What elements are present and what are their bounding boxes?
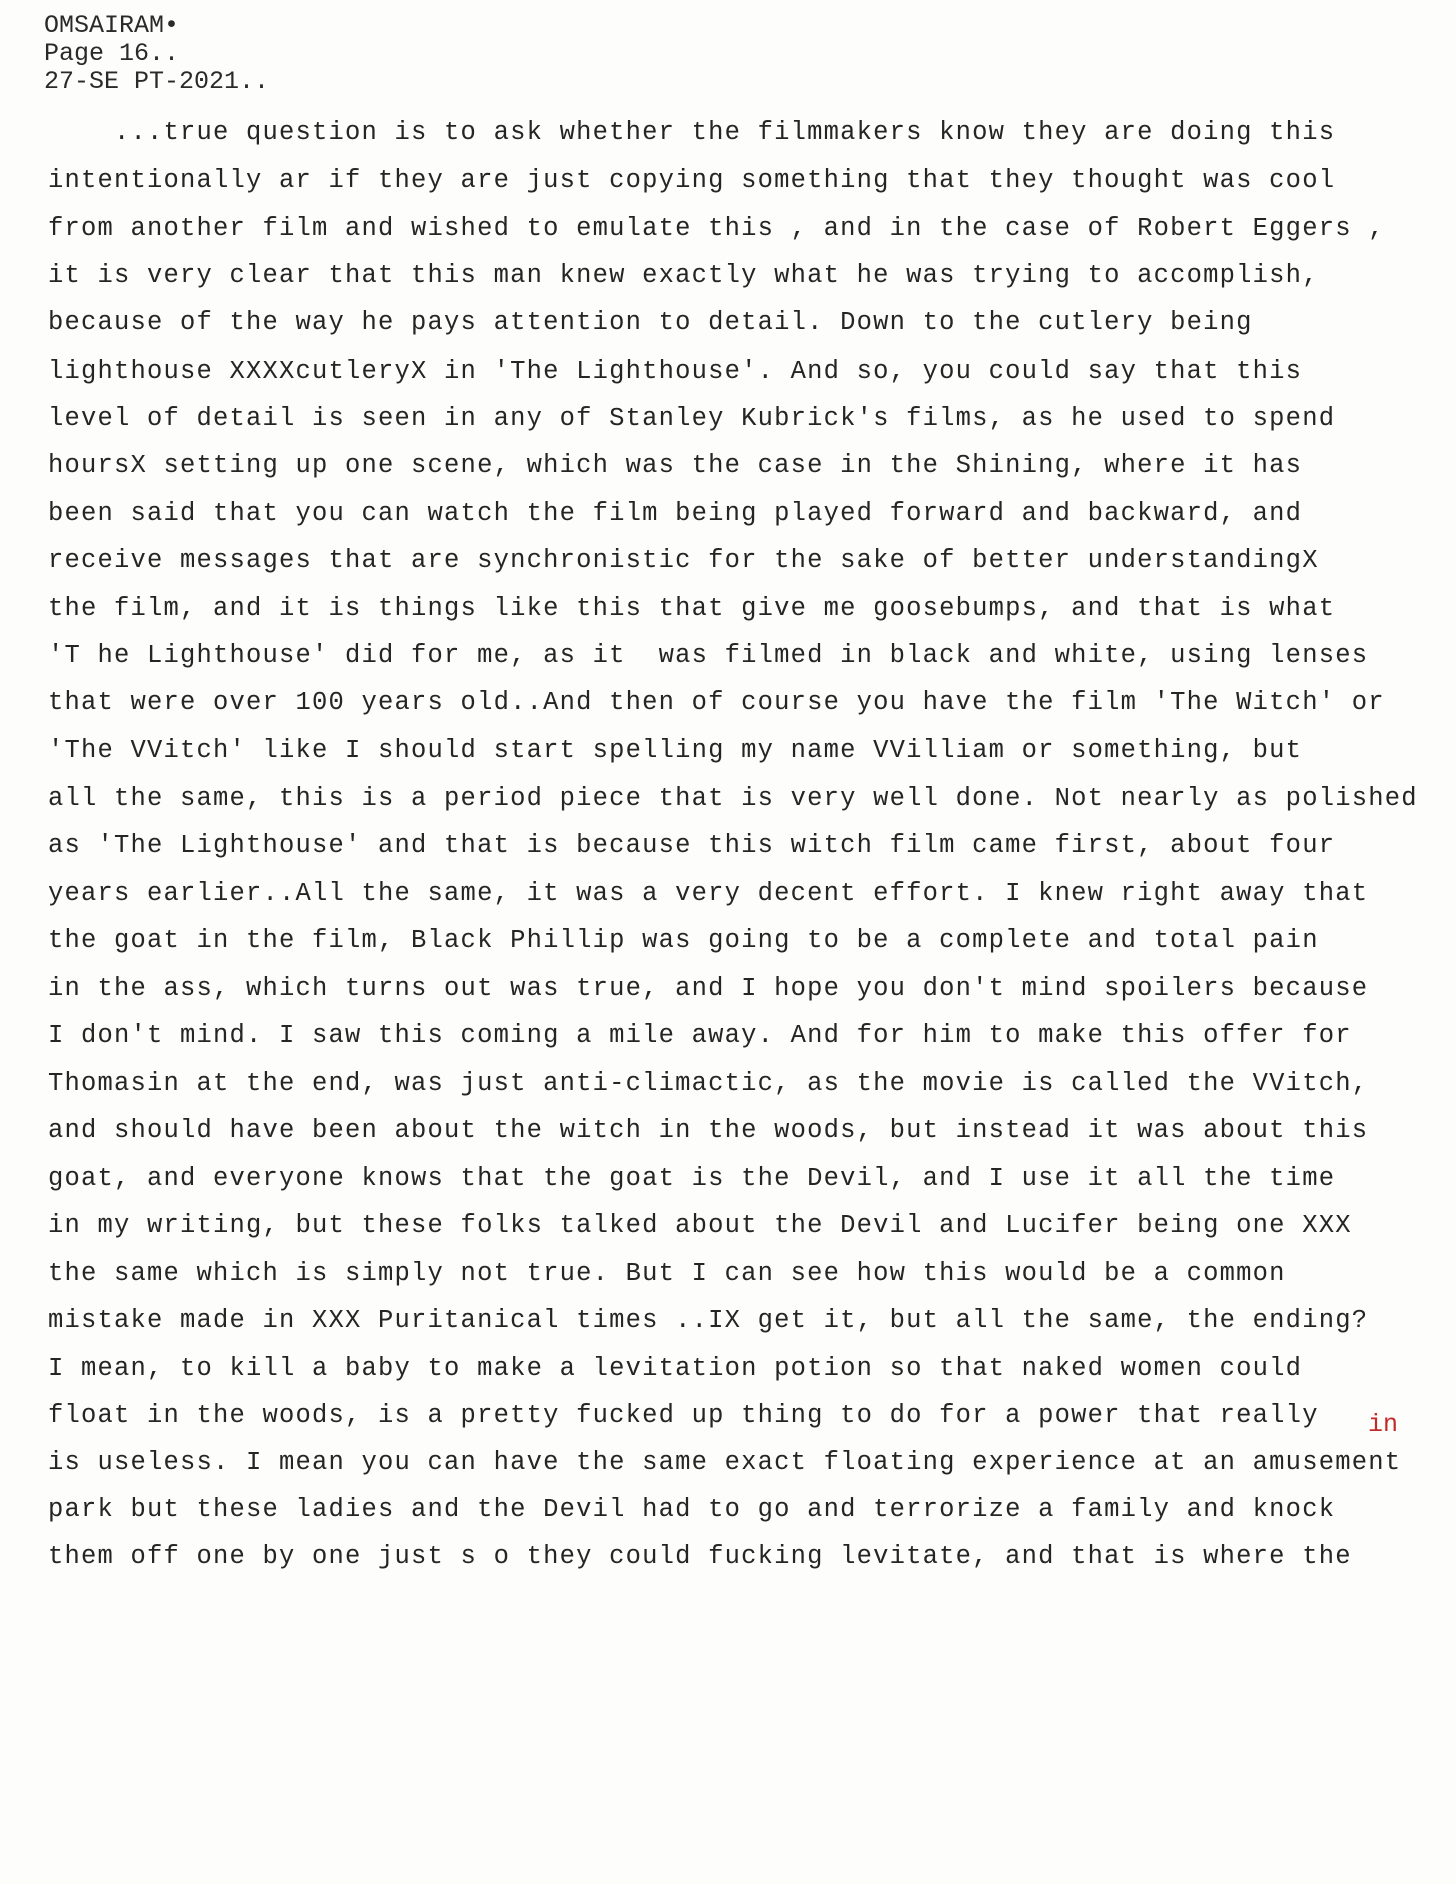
- header-title: OMSAIRAM•: [44, 11, 180, 40]
- text-line: 'The VVitch' like I should start spelling my name VVilliam or something, but: [48, 736, 1303, 765]
- header-date: 27-SE PT-2021..: [44, 67, 270, 96]
- text-line: mistake made in XXX Puritanical times ..IX get it, but all the same, the ending?: [48, 1306, 1369, 1335]
- page-header: [44, 12, 269, 96]
- handwritten-correction: in: [1368, 1410, 1399, 1439]
- text-line: park but these ladies and the Devil had to go and terrorize a family and knock: [48, 1495, 1336, 1524]
- text-line: goat, and everyone knows that the goat is the Devil, and I use it all the time: [48, 1164, 1336, 1193]
- text-line: the film, and it is things like this that give me goosebumps, and that is what: [48, 594, 1336, 623]
- text-line: been said that you can watch the film being played forward and backward, and: [48, 499, 1303, 528]
- text-line: it is very clear that this man knew exactly what he was trying to accomplish,: [48, 261, 1319, 290]
- text-line: I don't mind. I saw this coming a mile away. And for him to make this offer for: [48, 1021, 1352, 1050]
- text-line: them off one by one just s o they could fucking levitate, and that is where the: [48, 1542, 1352, 1571]
- text-line: receive messages that are synchronistic for the sake of better understandingX: [48, 546, 1319, 575]
- text-line: I mean, to kill a baby to make a levitation potion so that naked women could: [48, 1354, 1303, 1383]
- text-line: and should have been about the witch in the woods, but instead it was about this: [48, 1116, 1369, 1145]
- text-line: hoursX setting up one scene, which was the case in the Shining, where it has: [48, 451, 1303, 480]
- text-line: lighthouse XXXXcutleryX in 'The Lighthouse'. And so, you could say that this: [48, 357, 1303, 386]
- text-line: intentionally ar if they are just copying something that they thought was cool: [48, 166, 1336, 195]
- text-line: all the same, this is a period piece that is very well done. Not nearly as polished: [48, 784, 1418, 813]
- text-line: that were over 100 years old..And then of course you have the film 'The Witch' or: [48, 688, 1385, 717]
- text-line: years earlier..All the same, it was a very decent effort. I knew right away that: [48, 879, 1369, 908]
- text-line: the goat in the film, Black Phillip was going to be a complete and total pain: [48, 926, 1319, 955]
- text-line: from another film and wished to emulate this , and in the case of Robert Eggers ,: [48, 214, 1385, 243]
- text-line: level of detail is seen in any of Stanley Kubrick's films, as he used to spend: [48, 404, 1336, 433]
- text-line: in my writing, but these folks talked about the Devil and Lucifer being one XXX: [48, 1211, 1352, 1240]
- text-line: ...true question is to ask whether the filmmakers know they are doing this: [48, 118, 1336, 147]
- text-line: 'T he Lighthouse' did for me, as it was filmed in black and white, using lenses: [48, 641, 1369, 670]
- text-line: Thomasin at the end, was just anti-climactic, as the movie is called the VVitch,: [48, 1069, 1369, 1098]
- text-line: is useless. I mean you can have the same exact floating experience at an amusement: [48, 1448, 1402, 1477]
- text-line: because of the way he pays attention to detail. Down to the cutlery being: [48, 308, 1253, 337]
- header-page-number: Page 16..: [44, 39, 180, 68]
- text-line: the same which is simply not true. But I can see how this would be a common: [48, 1259, 1286, 1288]
- text-line: in the ass, which turns out was true, and I hope you don't mind spoilers because: [48, 974, 1369, 1003]
- text-line: as 'The Lighthouse' and that is because this witch film came first, about four: [48, 831, 1336, 860]
- text-line: float in the woods, is a pretty fucked up thing to do for a power that really: [48, 1401, 1319, 1430]
